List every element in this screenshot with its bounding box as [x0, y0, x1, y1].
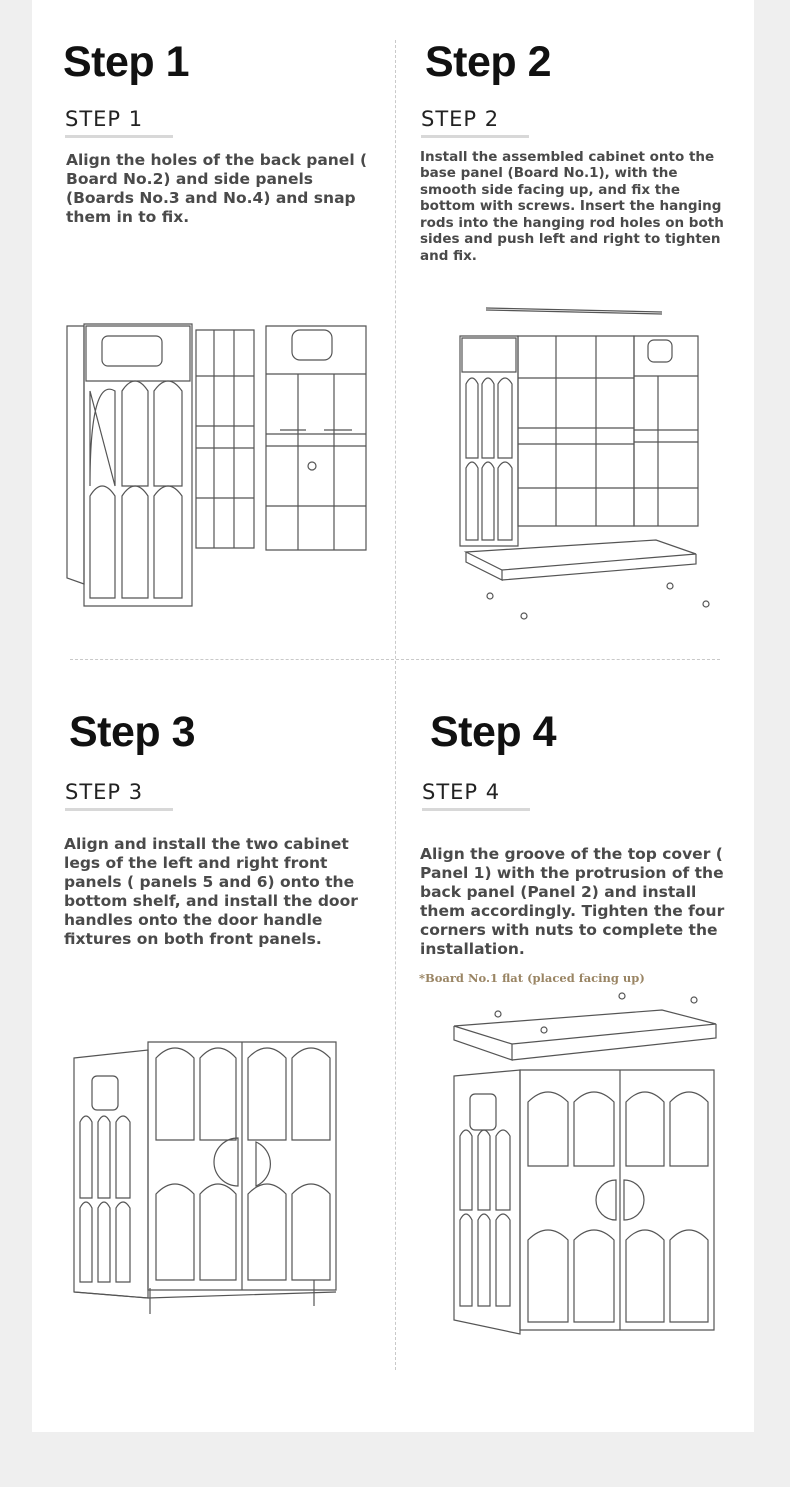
step-2-underline — [421, 135, 529, 138]
step-4-underline — [422, 808, 530, 811]
cabinet-on-base-with-rod-icon — [456, 300, 726, 626]
cabinet-back-and-side-panels-icon — [62, 316, 374, 626]
step-1-title: Step 1 — [63, 38, 190, 86]
step-2-subtitle: STEP 2 — [421, 107, 500, 131]
step-3-subtitle: STEP 3 — [65, 780, 144, 804]
step-3-description: Align and install the two cabinet legs of the left and right front panels ( panels 5 and 6) onto the bottom shelf, and install the door handles onto the door handle fixtures on both front panels. — [64, 835, 358, 948]
step-2-title: Step 2 — [425, 38, 552, 86]
cabinet-top-cover-icon — [448, 990, 724, 1342]
cabinet-front-doors-icon — [70, 1030, 348, 1324]
step-1-subtitle: STEP 1 — [65, 107, 144, 131]
step-2-description: Install the assembled cabinet onto the base panel (Board No.1), with the smooth side facing up, and fix the bottom with screws. Insert the hanging rods into the hanging rod holes on both sides and push left and right to tighten and fix. — [420, 149, 724, 264]
step-1-description: Align the holes of the back panel ( Board No.2) and side panels (Boards No.3 and No.4) and snap them in to fix. — [66, 151, 368, 226]
step-1-underline — [65, 135, 173, 138]
step-3-underline — [65, 808, 173, 811]
step-4-subtitle: STEP 4 — [422, 780, 501, 804]
step-4-description: Align the groove of the top cover ( Panel 1) with the protrusion of the back panel (Panel 2) and install them accordingly. Tighten the four corners with nuts to complete the installation. — [420, 845, 725, 958]
vertical-divider — [395, 40, 396, 1370]
step-4-title: Step 4 — [430, 708, 557, 756]
step-3-title: Step 3 — [69, 708, 196, 756]
horizontal-divider — [70, 659, 720, 660]
step-4-note: *Board No.1 flat (placed facing up) — [419, 971, 645, 985]
